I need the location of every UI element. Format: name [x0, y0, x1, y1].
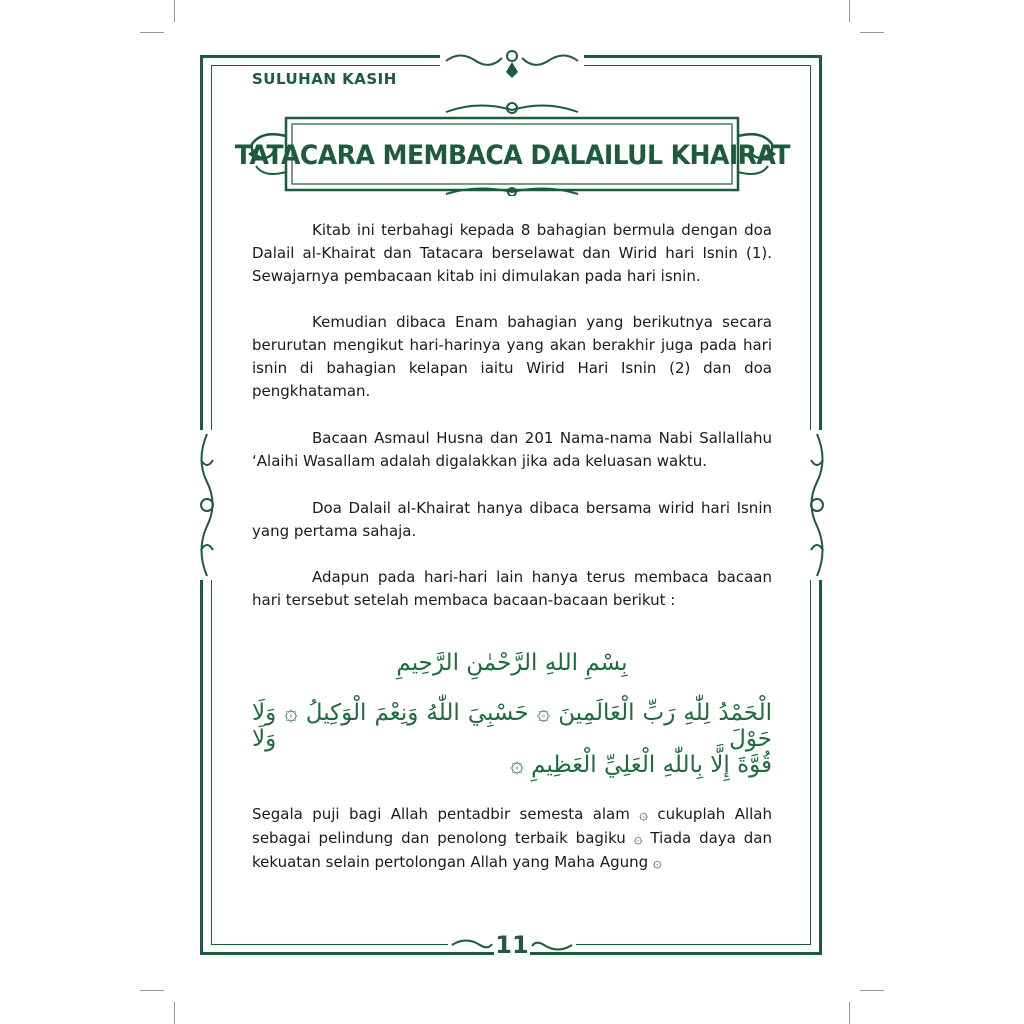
crop-mark	[174, 1002, 175, 1024]
arabic-line-2: الْحَمْدُ لِلّٰهِ رَبِّ الْعَالَمِينَ ۞ حَسْبِيَ اللّٰهُ وَنِعْمَ الْوَكِيلُ ۞ وَلَا حَوْلَ وَلَا	[252, 700, 772, 752]
crop-mark	[860, 32, 884, 33]
paragraph-1: Kitab ini terbahagi kepada 8 bahagian bermula dengan doa Dalail al-Khairat dan Tatacara berselawat dan Wirid hari Isnin (1). Sewajarnya pembacaan kitab ini dimulakan pada hari isnin.	[252, 221, 772, 285]
crop-mark	[849, 1002, 850, 1024]
right-side-ornament	[802, 430, 832, 580]
left-side-ornament	[192, 430, 222, 580]
paragraph-5: Adapun pada hari-hari lain hanya terus membaca bacaan hari tersebut setelah membaca bacaan-bacaan berikut :	[252, 568, 772, 609]
title-container	[234, 122, 790, 188]
page-number: 11	[495, 931, 529, 959]
arabic-basmalah: بِسْمِ اللهِ الرَّحْمٰنِ الرَّحِيمِ	[396, 650, 628, 676]
page-title: TATACARA MEMBACA DALAILUL KHAIRAT	[234, 139, 790, 171]
paragraph-2: Kemudian dibaca Enam bahagian yang berikutnya secara berurutan mengikut hari-harinya yang akan berakhir juga pada hari isnin di bahagian kelapan iaitu Wirid Hari Isnin (2) dan doa pengkhataman.	[252, 313, 772, 400]
body-text	[252, 219, 772, 288]
body-text	[252, 497, 772, 543]
crop-mark	[174, 0, 175, 22]
body-text	[252, 311, 772, 403]
crop-mark	[860, 990, 884, 991]
body-text	[252, 427, 772, 473]
crop-mark	[849, 0, 850, 22]
crop-mark	[140, 32, 164, 33]
crop-mark	[140, 990, 164, 991]
arabic-line-3: قُوَّةَ إِلَّا بِاللّٰهِ الْعَلِيِّ الْعَظِيمِ ۞	[510, 752, 772, 778]
top-ornament	[440, 44, 584, 78]
paragraph-4: Doa Dalail al-Khairat hanya dibaca bersama wirid hari Isnin yang pertama sahaja.	[252, 499, 772, 540]
paragraph-3: Bacaan Asmaul Husna dan 201 Nama-nama Nabi Sallallahu ‘Alaihi Wasallam adalah digalakkan jika ada keluasan waktu.	[252, 429, 772, 470]
translation-text: Segala puji bagi Allah pentadbir semesta alam ۞ cukuplah Allah sebagai pelindung dan penolong terbaik bagiku ۞ Tiada daya dan kekuatan selain pertolongan Allah yang Maha Agung ۞	[252, 805, 772, 871]
body-text	[252, 566, 772, 612]
running-header: SULUHAN KASIH	[252, 70, 397, 88]
